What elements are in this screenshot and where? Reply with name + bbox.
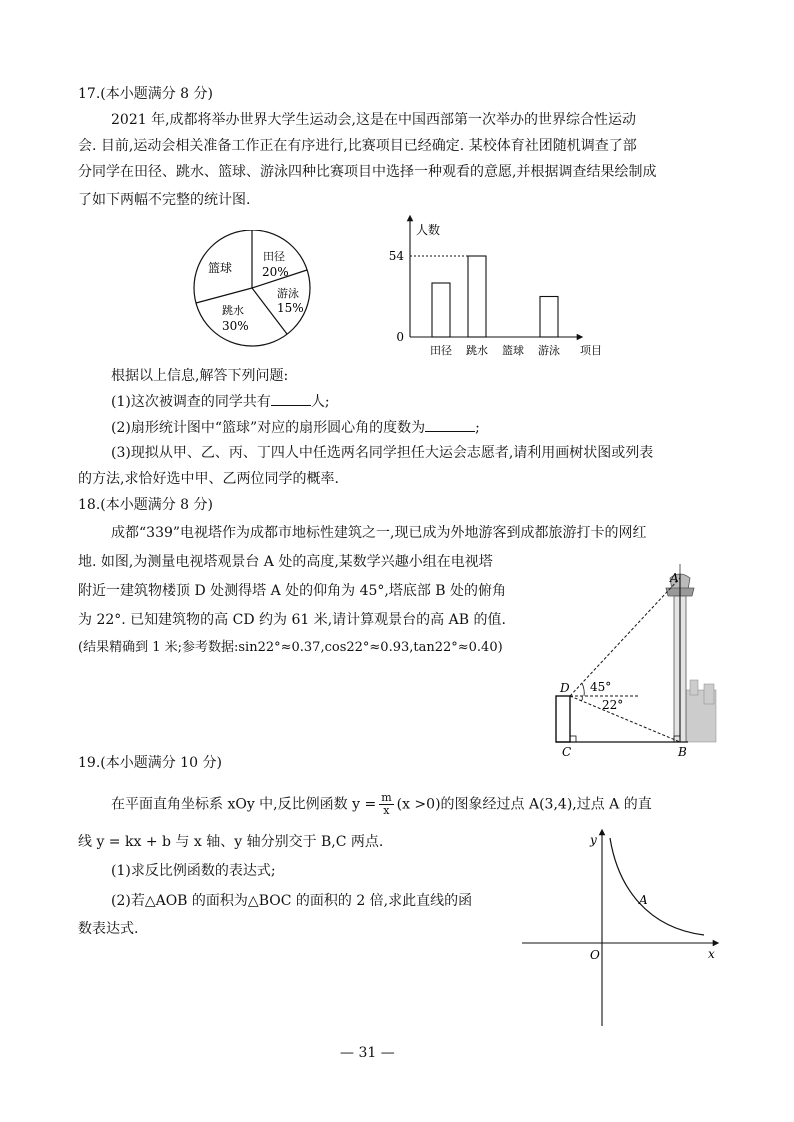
label-angle-22: 22° <box>602 698 624 712</box>
building-cd <box>556 696 570 742</box>
bar-x-tick-田径: 田径 <box>430 344 452 357</box>
q18-line5: (结果精确到 1 米;参考数据:sin22°≈0.37,cos22°≈0.93,tan22°≈0.40) <box>78 640 503 655</box>
q19-frac-den: x <box>383 804 390 817</box>
label-x-axis: x <box>708 947 715 961</box>
hyperbola-curve <box>610 838 704 935</box>
label-angle-45: 45° <box>590 680 612 694</box>
q17-sub2-text: (2)扇形统计图中“篮球”对应的扇形圆心角的度数为 <box>111 420 426 436</box>
q17-para-line4: 了如下两幅不完整的统计图. <box>78 192 251 208</box>
pie-label-swim: 游泳 <box>277 287 299 300</box>
q19-sub1: (1)求反比例函数的表达式; <box>111 863 276 879</box>
pie-pct-swim: 15% <box>277 301 304 315</box>
label-y-axis: y <box>590 833 597 847</box>
pie-pct-dive: 30% <box>222 319 249 333</box>
label-b: B <box>678 745 687 759</box>
q17-prompt: 根据以上信息,解答下列问题: <box>111 368 289 384</box>
q17-sub3-line1: (3)现拟从甲、乙、丙、丁四人中任选两名同学担任大运会志愿者,请利用画树状图或列表 <box>111 445 654 461</box>
q17-sub1-text: (1)这次被调查的同学共有 <box>111 394 271 410</box>
bar-田径 <box>432 283 450 337</box>
label-d: D <box>560 681 570 695</box>
bar-跳水 <box>468 256 486 337</box>
q19-line1-post: (x >0)的图象经过点 A(3,4),过点 A 的直 <box>396 796 652 813</box>
pie-divider-left <box>196 288 252 303</box>
q19-line1 <box>111 792 652 817</box>
q17-para-line1: 2021 年,成都将举办世界大学生运动会,这是在中国西部第一次举办的世界综合性运动 <box>111 112 636 128</box>
label-c: C <box>562 745 572 759</box>
q17-para-line3: 分同学在田径、跳水、篮球、游泳四种比赛项目中选择一种观看的意愿,并根据调查结果绘制成 <box>78 164 657 180</box>
label-a: A <box>670 571 679 585</box>
pie-pct-track: 20% <box>262 265 289 279</box>
q19-line1-pre: 在平面直角坐标系 xOy 中,反比例函数 y = <box>111 796 377 813</box>
bar-chart <box>380 212 620 362</box>
bar-游泳 <box>540 297 558 338</box>
sight-line-db <box>570 696 680 742</box>
q17-sub2-blank <box>425 417 475 432</box>
q19-line2: 线 y = kx + b 与 x 轴、y 轴分别交于 B,C 两点. <box>78 834 384 850</box>
q19-sub2-line1: (2)若△AOB 的面积为△BOC 的面积的 2 倍,求此直线的函 <box>111 893 473 909</box>
bar-x-tick-游泳: 游泳 <box>538 344 560 357</box>
q19-header: 19.(本小题满分 10 分) <box>78 755 222 771</box>
q17-para-line2: 会. 目前,运动会相关准备工作正在有序进行,比赛项目已经确定. 某校体育社团随机调查了部 <box>78 138 637 154</box>
coordinate-figure <box>518 828 728 1033</box>
bar-x-tick-篮球: 篮球 <box>502 344 524 357</box>
bar-x-label: 项目 <box>580 344 602 357</box>
background-buildings <box>686 680 716 742</box>
pie-chart <box>190 230 330 350</box>
pie-label-track: 田径 <box>263 250 285 263</box>
bar-y-tick-0: 0 <box>396 330 404 344</box>
q17-sub3-line2: 的方法,求恰好选中甲、乙两位同学的概率. <box>78 471 339 487</box>
q17-sub1-blank <box>271 391 311 406</box>
label-point-a: A <box>639 893 648 907</box>
right-angle-c <box>570 736 576 742</box>
q19-fraction <box>379 792 393 817</box>
bar-y-label: 人数 <box>416 223 441 237</box>
bar-x-tick-跳水: 跳水 <box>466 344 488 357</box>
q18-line3: 附近一建筑物楼顶 D 处测得塔 A 处的仰角为 45°,塔底部 B 处的俯角 <box>78 583 507 599</box>
q17-sub2 <box>111 417 480 438</box>
label-origin: O <box>590 948 600 962</box>
pie-label-dive: 跳水 <box>222 304 244 317</box>
sight-line-da <box>570 578 680 696</box>
pie-label-basketball: 篮球 <box>208 261 233 275</box>
page-number: — 31 — <box>340 1045 395 1061</box>
q18-line2: 地. 如图,为测量电视塔观景台 A 处的高度,某数学兴趣小组在电视塔 <box>78 554 493 570</box>
tower-figure <box>548 560 728 765</box>
angle-arc-45 <box>582 683 584 696</box>
q17-header: 17.(本小题满分 8 分) <box>78 86 213 102</box>
q17-sub1 <box>111 391 330 412</box>
q18-line4: 为 22°. 已知建筑物的高 CD 约为 61 米,请计算观景台的高 AB 的值. <box>78 612 506 628</box>
q18-line1: 成都“339”电视塔作为成都市地标性建筑之一,现已成为外地游客到成都旅游打卡的网红 <box>111 525 647 541</box>
bar-y-tick-54: 54 <box>388 249 404 263</box>
q17-sub2-end: ; <box>475 420 480 436</box>
q17-sub1-unit: 人; <box>310 394 330 410</box>
q18-header: 18.(本小题满分 8 分) <box>78 497 213 513</box>
q19-frac-num: m <box>381 791 392 804</box>
q19-sub2-line2: 数表达式. <box>78 921 139 937</box>
